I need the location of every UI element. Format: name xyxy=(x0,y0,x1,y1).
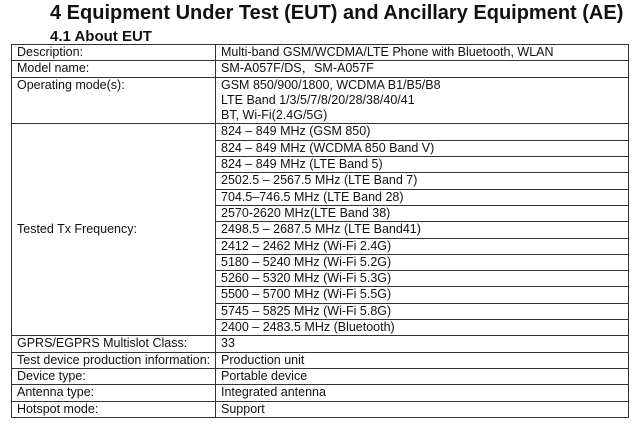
table-row xyxy=(12,336,629,352)
row-value: LTE Band 1/3/5/7/8/20/28/38/40/41 xyxy=(216,93,629,108)
row-value: 704.5–746.5 MHz (LTE Band 28) xyxy=(216,189,629,205)
row-label: Antenna type: xyxy=(12,385,216,401)
row-label: GPRS/EGPRS Multislot Class: xyxy=(12,336,216,352)
row-value: GSM 850/900/1800, WCDMA B1/B5/B8 xyxy=(216,77,629,93)
row-value: 824 – 849 MHz (WCDMA 850 Band V) xyxy=(216,140,629,156)
row-value: Multi-band GSM/WCDMA/LTE Phone with Bluetooth, WLAN xyxy=(216,45,629,61)
row-value: 824 – 849 MHz (LTE Band 5) xyxy=(216,157,629,173)
table-row xyxy=(12,401,629,417)
section-heading: 4.1 About EUT xyxy=(50,28,152,45)
row-value: 5180 – 5240 MHz (Wi-Fi 5.2G) xyxy=(216,254,629,270)
document-heading: 4 Equipment Under Test (EUT) and Ancillary Equipment (AE) xyxy=(50,2,624,24)
table-row xyxy=(12,352,629,368)
row-value: 2570-2620 MHz(LTE Band 38) xyxy=(216,205,629,221)
row-value: 2412 – 2462 MHz (Wi-Fi 2.4G) xyxy=(216,238,629,254)
row-value: Support xyxy=(216,401,629,417)
eut-table xyxy=(11,44,629,418)
row-value: 5260 – 5320 MHz (Wi-Fi 5.3G) xyxy=(216,271,629,287)
table-row xyxy=(12,385,629,401)
row-label: Hotspot mode: xyxy=(12,401,216,417)
row-value: 2400 – 2483.5 MHz (Bluetooth) xyxy=(216,320,629,336)
row-value: Portable device xyxy=(216,368,629,384)
row-value: SM-A057F/DS，SM-A057F xyxy=(216,61,629,77)
row-label: Tested Tx Frequency: xyxy=(12,124,216,336)
row-label: Device type: xyxy=(12,368,216,384)
row-value: 2502.5 – 2567.5 MHz (LTE Band 7) xyxy=(216,173,629,189)
table-row xyxy=(12,77,629,93)
table-row xyxy=(12,61,629,77)
row-label: Description: xyxy=(12,45,216,61)
table-row xyxy=(12,45,629,61)
row-label: Operating mode(s): xyxy=(12,77,216,124)
row-value: 5500 – 5700 MHz (Wi-Fi 5.5G) xyxy=(216,287,629,303)
row-value: Production unit xyxy=(216,352,629,368)
table-row xyxy=(12,124,629,140)
row-value: BT, Wi-Fi(2.4G/5G) xyxy=(216,108,629,124)
row-value: Integrated antenna xyxy=(216,385,629,401)
row-value: 5745 – 5825 MHz (Wi-Fi 5.8G) xyxy=(216,303,629,319)
row-value: 33 xyxy=(216,336,629,352)
table-row xyxy=(12,368,629,384)
row-label: Test device production information: xyxy=(12,352,216,368)
row-value: 824 – 849 MHz (GSM 850) xyxy=(216,124,629,140)
row-label: Model name: xyxy=(12,61,216,77)
row-value: 2498.5 – 2687.5 MHz (LTE Band41) xyxy=(216,222,629,238)
